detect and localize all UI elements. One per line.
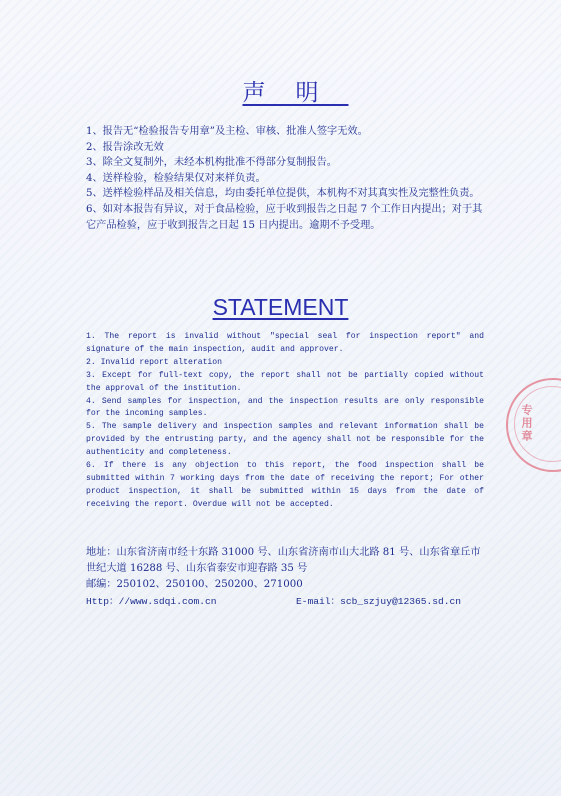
english-title-text: STATEMENT	[212, 294, 349, 320]
web-contact-row	[86, 594, 486, 610]
email-link[interactable]: E-mail：scb_szjuy@12365.sd.cn	[296, 595, 462, 607]
english-item: 5. The sample delivery and inspection samples and relevant information shall be provided by the entrusting party, and the agency shall not be responsible for the authenticity and completeness.	[86, 422, 484, 458]
english-item: 6. If there is any objection to this report, the food inspection shall be submitted within 7 working days from the date of receiving the report; For other product inspection, it shall be submitted within 15 days from the date of receiving the report. Overdue will not be accepted.	[86, 461, 484, 509]
chinese-statement-list	[86, 124, 486, 233]
postcode-text: 邮编：250102、250100、250200、271000	[86, 579, 303, 591]
chinese-item: 5、送样检验样品及相关信息，均由委托单位提供，本机构不对其真实性及完整性负责。	[86, 188, 480, 200]
chinese-item: 2、报告涂改无效	[86, 141, 164, 153]
seal-text: 专用章	[520, 404, 533, 443]
chinese-title-text: 声明	[242, 80, 349, 106]
chinese-item: 3、除全文复制外，未经本机构批准不得部分复制报告。	[86, 157, 337, 169]
english-statement-list	[86, 331, 484, 512]
contact-block	[86, 545, 486, 610]
website-link[interactable]: Http：//www.sdqi.com.cn	[86, 595, 217, 607]
english-title	[0, 294, 561, 321]
english-item: 1. The report is invalid without "special seal for inspection report" and signature of the main inspection, audit and approver.	[86, 332, 484, 354]
chinese-item: 1、报告无“检验报告专用章”及主检、审核、批准人签字无效。	[86, 126, 368, 137]
english-item: 3. Except for full-text copy, the report shall not be partially copied without the approval of the institution.	[86, 370, 484, 393]
chinese-title	[0, 74, 561, 107]
chinese-item: 4、送样检验，检验结果仅对来样负责。	[86, 172, 266, 184]
english-item: 2. Invalid report alteration	[86, 357, 222, 367]
english-item: 4. Send samples for inspection, and the inspection results are only responsible for the incoming samples.	[86, 396, 484, 419]
inspection-seal-stamp	[506, 378, 561, 472]
address-text: 地址：山东省济南市经十东路 31000 号、山东省济南市山大北路 81 号、山东省章丘市世纪大道 16288 号、山东省泰安市迎春路 35 号	[86, 547, 481, 575]
chinese-item: 6、如对本报告有异议，对于食品检验，应于收到报告之日起 7 个工作日内提出；对于其它产品检验，应于收到报告之日起 15 日内提出。逾期不予受理。	[86, 203, 483, 231]
